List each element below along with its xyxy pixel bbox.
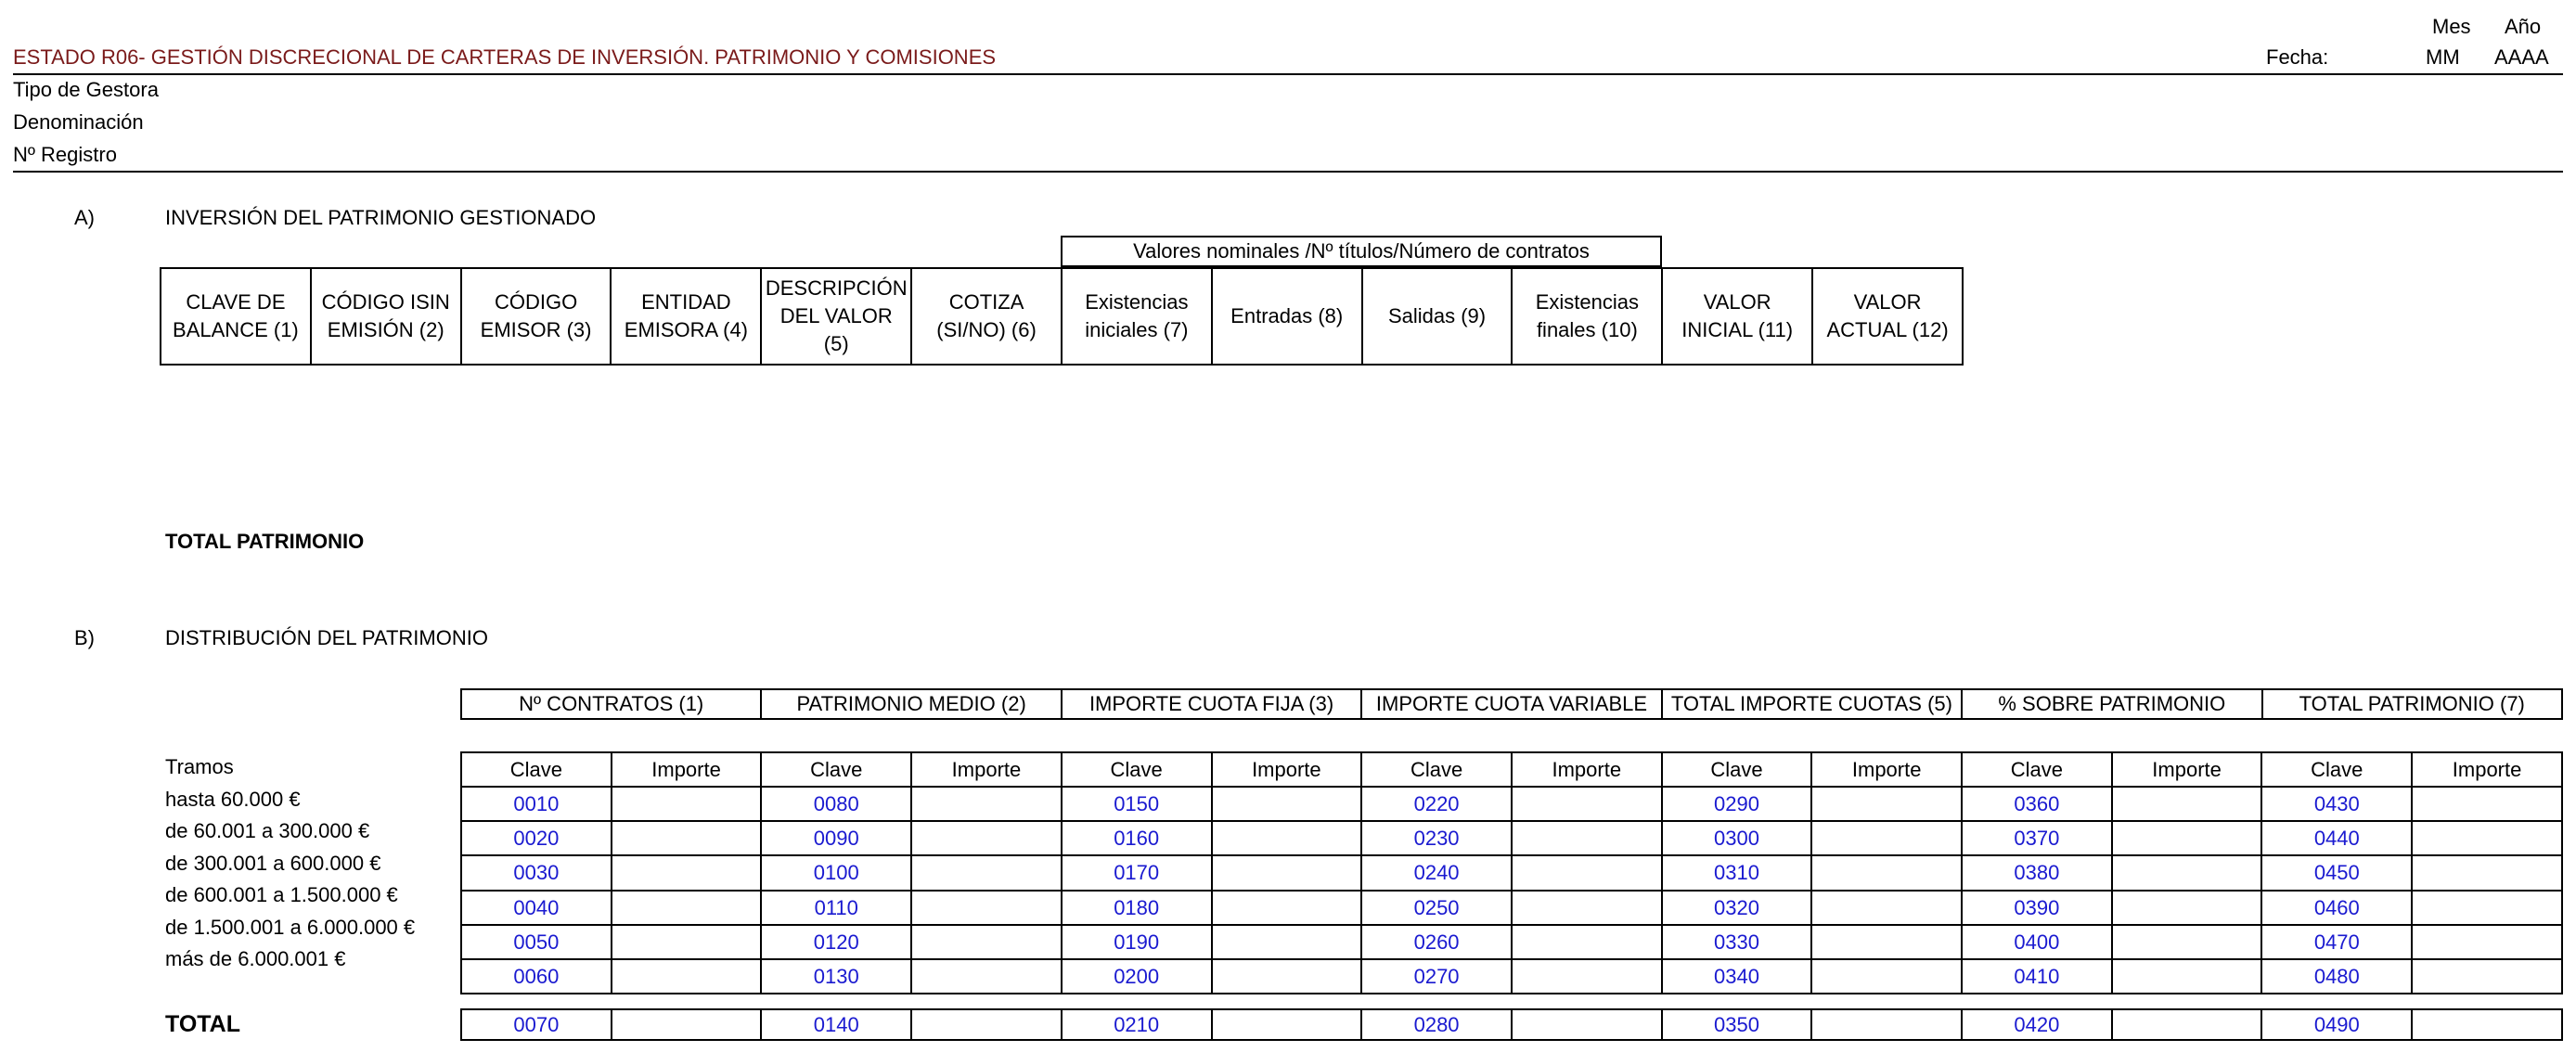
importe-header: Importe [2412, 752, 2562, 787]
total-importe-cell[interactable] [612, 1009, 762, 1040]
col-existencias-iniciales: Existencias iniciales (7) [1062, 268, 1212, 365]
clave-cell: 0160 [1062, 821, 1212, 855]
clave-cell: 0250 [1361, 891, 1512, 925]
clave-cell: 0150 [1062, 787, 1212, 821]
importe-cell[interactable] [2412, 959, 2562, 994]
header-patrimonio-medio: PATRIMONIO MEDIO (2) [761, 689, 1061, 719]
col-salidas: Salidas (9) [1362, 268, 1513, 365]
header-cuota-variable: IMPORTE CUOTA VARIABLE [1361, 689, 1661, 719]
col-existencias-finales: Existencias finales (10) [1512, 268, 1662, 365]
importe-header: Importe [1512, 752, 1662, 787]
tramos-label: Tramos [165, 755, 234, 778]
total-importe-cell[interactable] [911, 1009, 1062, 1040]
header-total-cuotas: TOTAL IMPORTE CUOTAS (5) [1662, 689, 1962, 719]
header-bottom-rule [13, 171, 2563, 173]
importe-cell[interactable] [1811, 821, 1962, 855]
clave-cell: 0270 [1361, 959, 1512, 994]
clave-cell: 0110 [761, 891, 911, 925]
mes-value: MM [2426, 45, 2460, 69]
clave-cell: 0010 [461, 787, 612, 821]
clave-cell: 0300 [1662, 821, 1812, 855]
clave-cell: 0390 [1962, 891, 2112, 925]
importe-cell[interactable] [911, 925, 1062, 959]
registro-label: Nº Registro [13, 143, 117, 166]
clave-cell: 0410 [1962, 959, 2112, 994]
section-a-columns-table [160, 267, 1964, 366]
importe-cell[interactable] [1212, 959, 1362, 994]
ano-label: Año [2505, 15, 2542, 38]
table-row [461, 891, 2562, 925]
importe-cell[interactable] [2112, 787, 2262, 821]
importe-cell[interactable] [612, 787, 762, 821]
clave-cell: 0360 [1962, 787, 2112, 821]
clave-cell: 0100 [761, 855, 911, 890]
valores-nominales-header: Valores nominales /Nº títulos/Número de contratos [1062, 237, 1661, 266]
importe-cell[interactable] [911, 959, 1062, 994]
clave-cell: 0020 [461, 821, 612, 855]
clave-cell: 0260 [1361, 925, 1512, 959]
row-label: de 60.001 a 300.000 € [165, 819, 370, 842]
total-clave-cell: 0070 [461, 1009, 612, 1040]
section-a-title: INVERSIÓN DEL PATRIMONIO GESTIONADO [165, 206, 597, 229]
clave-cell: 0050 [461, 925, 612, 959]
col-cotiza: COTIZA (SI/NO) (6) [911, 268, 1062, 365]
clave-cell: 0170 [1062, 855, 1212, 890]
clave-cell: 0240 [1361, 855, 1512, 890]
importe-cell[interactable] [2112, 925, 2262, 959]
table-row [461, 821, 2562, 855]
total-importe-cell[interactable] [2112, 1009, 2262, 1040]
col-valor-actual: VALOR ACTUAL (12) [1812, 268, 1963, 365]
total-importe-cell[interactable] [1212, 1009, 1362, 1040]
section-b-title: DISTRIBUCIÓN DEL PATRIMONIO [165, 626, 488, 649]
total-clave-cell: 0420 [1962, 1009, 2112, 1040]
clave-cell: 0480 [2261, 959, 2412, 994]
clave-cell: 0200 [1062, 959, 1212, 994]
clave-cell: 0060 [461, 959, 612, 994]
importe-cell[interactable] [1811, 925, 1962, 959]
row-label: de 600.001 a 1.500.000 € [165, 883, 398, 906]
importe-header: Importe [612, 752, 762, 787]
col-descripcion-valor: DESCRIPCIÓN DEL VALOR (5) [761, 268, 911, 365]
importe-header: Importe [1811, 752, 1962, 787]
importe-cell[interactable] [2412, 925, 2562, 959]
col-codigo-emisor: CÓDIGO EMISOR (3) [461, 268, 612, 365]
total-clave-cell: 0350 [1662, 1009, 1812, 1040]
importe-cell[interactable] [1512, 925, 1662, 959]
importe-cell[interactable] [911, 821, 1062, 855]
importe-cell[interactable] [1512, 787, 1662, 821]
importe-cell[interactable] [1512, 821, 1662, 855]
clave-cell: 0330 [1662, 925, 1812, 959]
table-row [461, 959, 2562, 994]
clave-cell: 0450 [2261, 855, 2412, 890]
importe-cell[interactable] [1811, 891, 1962, 925]
importe-cell[interactable] [612, 925, 762, 959]
col-valor-inicial: VALOR INICIAL (11) [1662, 268, 1812, 365]
importe-cell[interactable] [2112, 821, 2262, 855]
page-title: ESTADO R06- GESTIÓN DISCRECIONAL DE CARTERAS DE INVERSIÓN. PATRIMONIO Y COMISIONES [13, 45, 997, 69]
total-patrimonio-label: TOTAL PATRIMONIO [165, 530, 365, 553]
total-clave-cell: 0490 [2261, 1009, 2412, 1040]
section-a-group-header [1061, 236, 1662, 267]
table-row [461, 855, 2562, 890]
clave-cell: 0220 [1361, 787, 1512, 821]
header-top-rule [13, 73, 2563, 75]
total-clave-cell: 0210 [1062, 1009, 1212, 1040]
denominacion-label: Denominación [13, 110, 144, 134]
importe-cell[interactable] [1212, 891, 1362, 925]
importe-cell[interactable] [911, 787, 1062, 821]
clave-cell: 0430 [2261, 787, 2412, 821]
importe-cell[interactable] [2112, 959, 2262, 994]
importe-cell[interactable] [2112, 891, 2262, 925]
importe-header: Importe [1212, 752, 1362, 787]
total-row-label: TOTAL [165, 1011, 241, 1037]
clave-cell: 0230 [1361, 821, 1512, 855]
fecha-label: Fecha: [2266, 45, 2329, 69]
total-clave-cell: 0140 [761, 1009, 911, 1040]
importe-cell[interactable] [1212, 787, 1362, 821]
section-a-letter: A) [74, 206, 95, 229]
clave-cell: 0120 [761, 925, 911, 959]
importe-cell[interactable] [1512, 855, 1662, 890]
subheader-row [461, 752, 2562, 787]
total-importe-cell[interactable] [1512, 1009, 1662, 1040]
total-clave-cell: 0280 [1361, 1009, 1512, 1040]
clave-header: Clave [1062, 752, 1212, 787]
importe-cell[interactable] [2412, 821, 2562, 855]
clave-header: Clave [761, 752, 911, 787]
clave-cell: 0080 [761, 787, 911, 821]
importe-cell[interactable] [911, 855, 1062, 890]
col-entidad-emisora: ENTIDAD EMISORA (4) [611, 268, 761, 365]
clave-header: Clave [2261, 752, 2412, 787]
clave-cell: 0090 [761, 821, 911, 855]
clave-cell: 0370 [1962, 821, 2112, 855]
section-b-total-table [460, 1008, 2563, 1041]
header-total-patrimonio: TOTAL PATRIMONIO (7) [2262, 689, 2562, 719]
clave-cell: 0310 [1662, 855, 1812, 890]
section-b-group-headers [460, 688, 2563, 720]
clave-cell: 0190 [1062, 925, 1212, 959]
importe-cell[interactable] [1811, 855, 1962, 890]
clave-header: Clave [1962, 752, 2112, 787]
clave-cell: 0130 [761, 959, 911, 994]
importe-header: Importe [2112, 752, 2262, 787]
clave-cell: 0400 [1962, 925, 2112, 959]
tipo-gestora-label: Tipo de Gestora [13, 78, 159, 101]
importe-cell[interactable] [612, 855, 762, 890]
clave-cell: 0340 [1662, 959, 1812, 994]
row-label: de 1.500.001 a 6.000.000 € [165, 916, 416, 939]
importe-cell[interactable] [1212, 821, 1362, 855]
clave-cell: 0320 [1662, 891, 1812, 925]
clave-header: Clave [461, 752, 612, 787]
header-n-contratos: Nº CONTRATOS (1) [461, 689, 761, 719]
clave-cell: 0040 [461, 891, 612, 925]
col-codigo-isin: CÓDIGO ISIN EMISIÓN (2) [311, 268, 461, 365]
clave-cell: 0460 [2261, 891, 2412, 925]
mes-label: Mes [2432, 15, 2471, 38]
importe-cell[interactable] [2412, 787, 2562, 821]
importe-cell[interactable] [1212, 925, 1362, 959]
table-row [461, 925, 2562, 959]
total-importe-cell[interactable] [2412, 1009, 2562, 1040]
clave-cell: 0290 [1662, 787, 1812, 821]
importe-header: Importe [911, 752, 1062, 787]
header-cuota-fija: IMPORTE CUOTA FIJA (3) [1062, 689, 1361, 719]
row-label: de 300.001 a 600.000 € [165, 852, 381, 875]
header-sobre-patrimonio: % SOBRE PATRIMONIO [1962, 689, 2261, 719]
clave-cell: 0180 [1062, 891, 1212, 925]
importe-cell[interactable] [1811, 787, 1962, 821]
total-importe-cell[interactable] [1811, 1009, 1962, 1040]
table-row [461, 787, 2562, 821]
importe-cell[interactable] [2412, 855, 2562, 890]
importe-cell[interactable] [1512, 959, 1662, 994]
row-label: más de 6.000.001 € [165, 947, 346, 970]
clave-cell: 0440 [2261, 821, 2412, 855]
importe-cell[interactable] [2412, 891, 2562, 925]
clave-header: Clave [1662, 752, 1812, 787]
section-b-letter: B) [74, 626, 95, 649]
clave-cell: 0470 [2261, 925, 2412, 959]
importe-cell[interactable] [1212, 855, 1362, 890]
importe-cell[interactable] [612, 821, 762, 855]
clave-cell: 0030 [461, 855, 612, 890]
importe-cell[interactable] [612, 891, 762, 925]
col-entradas: Entradas (8) [1212, 268, 1362, 365]
row-label: hasta 60.000 € [165, 788, 301, 811]
total-row [461, 1009, 2562, 1040]
col-clave-balance: CLAVE DE BALANCE (1) [161, 268, 311, 365]
clave-header: Clave [1361, 752, 1512, 787]
importe-cell[interactable] [612, 959, 762, 994]
ano-value: AAAA [2494, 45, 2549, 69]
importe-cell[interactable] [1811, 959, 1962, 994]
section-b-values-table [460, 751, 2563, 994]
clave-cell: 0380 [1962, 855, 2112, 890]
importe-cell[interactable] [1512, 891, 1662, 925]
importe-cell[interactable] [911, 891, 1062, 925]
importe-cell[interactable] [2112, 855, 2262, 890]
